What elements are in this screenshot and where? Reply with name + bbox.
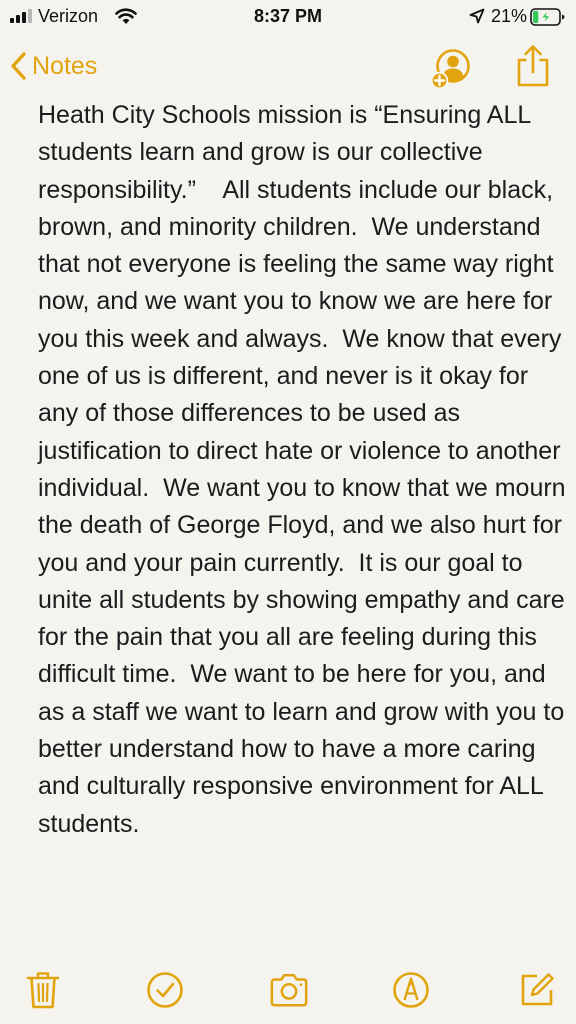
trash-icon [26, 970, 60, 1010]
compose-icon [517, 970, 557, 1010]
share-icon [514, 44, 552, 88]
navigation-bar [0, 34, 576, 98]
clock: 8:37 PM [253, 6, 323, 26]
location-arrow-icon [469, 8, 485, 24]
share-button[interactable] [514, 44, 552, 88]
battery-percentage: 21% [491, 6, 528, 26]
note-text-area[interactable]: Heath City Schools mission is “Ensuring ALL students learn and grow is our collective responsibility.” All students include our black, brown, and minority children. We understand that not everyone is feeling the same way right now, and we want you to know we are here for you this week and always. We know that every one of us is different, and never is it okay for any of those differences to be used as justification to direct hate or violence to another individual. We want you to know that we mourn the death of George Floyd, and we also hurt for you and your pain currently. It is our goal to unite all students by showing empathy and care for the pain that you all are feeling during this difficult time. We want to be here for you, and as a staff we want to learn and grow with you to better understand how to have a more caring and culturally responsive environment for ALL students. [38, 101, 573, 838]
checklist-button[interactable] [144, 968, 186, 1012]
markup-pen-icon [391, 970, 431, 1010]
compose-button[interactable] [516, 968, 558, 1012]
add-person-button[interactable] [430, 46, 474, 90]
bottom-toolbar [0, 962, 576, 1018]
checkmark-circle-icon [145, 970, 185, 1010]
camera-button[interactable] [268, 968, 310, 1012]
carrier-name: Verizon [38, 6, 99, 26]
chevron-left-icon [10, 51, 28, 81]
back-label: Notes [32, 51, 98, 80]
battery-charging-icon [530, 7, 566, 27]
markup-button[interactable] [390, 968, 432, 1012]
delete-button[interactable] [22, 968, 64, 1012]
back-button[interactable] [10, 46, 97, 86]
status-bar [0, 0, 576, 34]
add-person-icon [430, 46, 474, 90]
camera-icon [268, 970, 310, 1010]
